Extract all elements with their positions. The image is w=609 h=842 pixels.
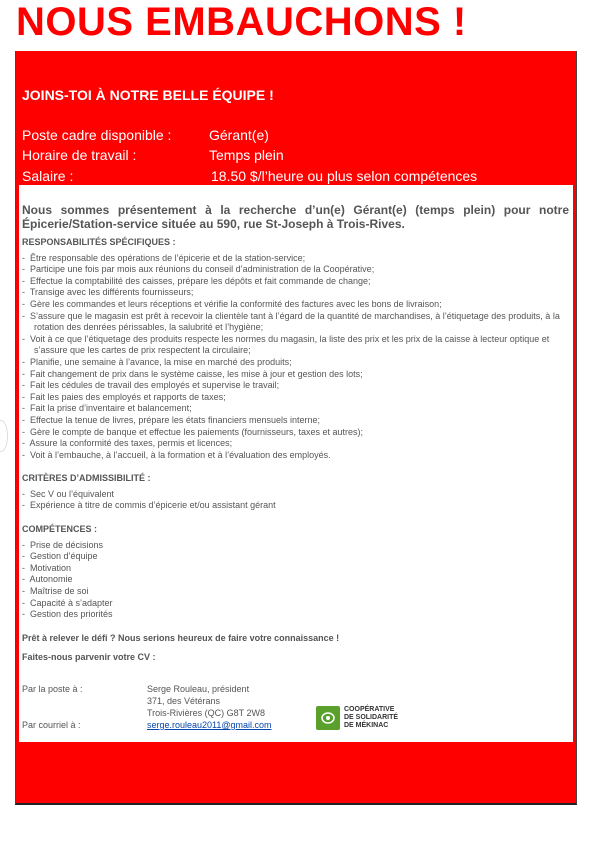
job-poster: [15, 51, 577, 805]
logo-text: DE MÉKINAC: [344, 722, 389, 729]
row-label: Horaire de travail :: [22, 147, 137, 163]
list-item: - Prise de décisions: [22, 540, 569, 552]
contact-name: Serge Rouleau, président: [147, 684, 250, 694]
skills-heading: COMPÉTENCES :: [22, 524, 98, 535]
list-item: - Voit à l’embauche, à l’accueil, à la formation et à l’évaluation des employés.: [22, 450, 569, 462]
list-item: - Être responsable des opérations de l’épicerie et de la station-service;: [22, 253, 569, 265]
list-item: - Autonomie: [22, 574, 569, 586]
responsibilities-list: [19, 253, 573, 462]
email-link[interactable]: serge.rouleau2011@gmail.com: [147, 720, 272, 730]
banner-headline: JOINS-TOI À NOTRE BELLE ÉQUIPE !: [22, 87, 274, 103]
list-item: - Fait les paies des employés et rapports de taxes;: [22, 392, 569, 404]
logo-text: DE SOLIDARITÉ: [344, 714, 399, 721]
list-item: - Sec V ou l’équivalent: [22, 489, 569, 501]
logo-text: COOPÉRATIVE: [344, 706, 395, 713]
list-item: - Maîtrise de soi: [22, 586, 569, 598]
list-item: - Motivation: [22, 563, 569, 575]
job-info-row: [22, 147, 284, 163]
list-item: - Fait changement de prix dans le système caisse, les mise à jour et gestion des lots;: [22, 369, 569, 381]
list-item: - Participe une fois par mois aux réunions du conseil d’administration de la Coopérative;: [22, 264, 569, 276]
list-item: - Effectue la tenue de livres, prépare les états financiers mensuels interne;: [22, 415, 569, 427]
contact-street: 371, des Vétérans: [147, 696, 221, 706]
list-item: - Fait les cédules de travail des employés et supervise le travail;: [22, 380, 569, 392]
list-item: - S’assure que le magasin est prêt à recevoir la clientèle tant à l’égard de la quantité de marchandises, à l’étiquetage des produits, à la rotation des denrées périssables, la salubrité et l’hygiène;: [22, 311, 569, 334]
criteria-heading: CRITÈRES D’ADMISSIBILITÉ :: [22, 473, 151, 484]
list-item: - Voit à ce que l’étiquetage des produits respecte les normes du magasin, la liste des prix et les prix de la caisse à lecteur optique et s’assure que les cartes de prix respectent la circulaire;: [22, 334, 569, 357]
row-value: Temps plein: [209, 147, 284, 163]
list-item: - Planifie, une semaine à l’avance, la mise en marché des produits;: [22, 357, 569, 369]
intro-text: Nous sommes présentement à la recherche d’un(e) Gérant(e) (temps plein) pour notre Épicerie/Station-service située au 590, rue St-Joseph à Trois-Rives.: [22, 203, 569, 231]
job-info-row: [22, 127, 269, 143]
job-info-row: [22, 168, 478, 184]
call-to-action: Prêt à relever le défi ? Nous serions heureux de faire votre connaissance !: [22, 632, 340, 643]
list-item: - Gère les commandes et leurs réceptions et vérifie la conformité des factures avec les bons de livraison;: [22, 299, 569, 311]
send-cv-heading: Faites-nous parvenir votre CV :: [22, 652, 156, 663]
email-label: Par courriel à :: [22, 720, 81, 730]
list-item: - Expérience à titre de commis d’épicerie et/ou assistant gérant: [22, 500, 569, 512]
row-value: Gérant(e): [209, 127, 269, 143]
turtle-icon: [316, 706, 340, 730]
responsibilities-heading: RESPONSABILITÉS SPÉCIFIQUES :: [22, 237, 176, 247]
list-item: - Effectue la comptabilité des caisses, prépare les dépôts et fait commande de change;: [22, 276, 569, 288]
list-item: - Assure la conformité des taxes, permis et licences;: [22, 438, 569, 450]
contact-city: Trois-Rivières (QC) G8T 2W8: [147, 708, 266, 718]
list-item: - Gestion des priorités: [22, 609, 569, 621]
list-item: - Capacité à s’adapter: [22, 598, 569, 610]
list-item: - Gestion d’équipe: [22, 551, 569, 563]
job-description: [19, 185, 573, 742]
row-label: Poste cadre disponible :: [22, 127, 172, 143]
page-title: NOUS EMBAUCHONS !: [16, 0, 467, 44]
row-value: 18.50 $/l’heure ou plus selon compétences: [211, 168, 478, 184]
skills-list: [19, 540, 573, 621]
list-item: - Gère le compte de banque et effectue les paiements (fournisseurs, taxes et autres);: [22, 427, 569, 439]
list-item: - Fait la prise d’inventaire et balancement;: [22, 403, 569, 415]
coop-logo: [316, 706, 398, 730]
list-item: - Transige avec les différents fournisseurs;: [22, 287, 569, 299]
row-label: Salaire :: [22, 168, 74, 184]
criteria-list: [19, 489, 573, 512]
scroll-handle: [0, 420, 8, 452]
mail-label: Par la poste à :: [22, 684, 83, 694]
